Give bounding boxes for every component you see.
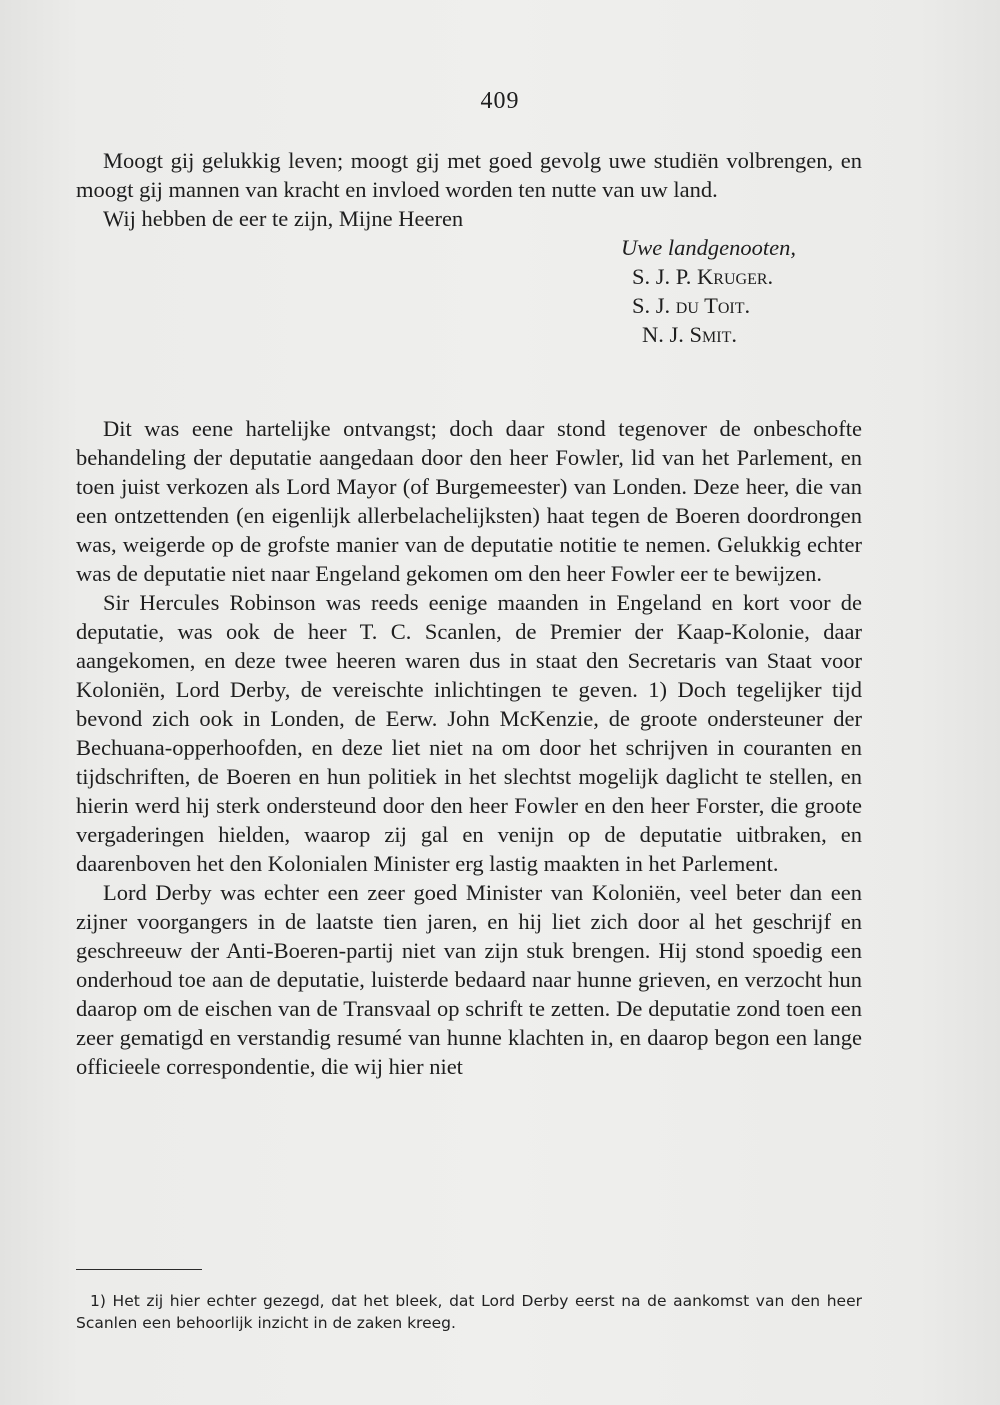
- footnote: 1) Het zij hier echter gezegd, dat het bleek, dat Lord Derby eerst na de aankomst van den heer Scanlen een behoorlijk inzicht in de zaken kreeg.: [76, 1292, 862, 1332]
- page-number: 409: [480, 88, 520, 114]
- letter-closing-section: [76, 146, 862, 349]
- letter-closing-line: Wij hebben de eer te zijn, Mijne Heeren: [103, 206, 464, 231]
- signature-block: [76, 233, 862, 349]
- footnote-rule: [76, 1269, 202, 1270]
- signature-du-toit: S. J. du Toit.: [632, 293, 751, 318]
- signature-kruger: S. J. P. Kruger.: [632, 264, 774, 289]
- body-paragraph-3: Lord Derby was echter een zeer goed Minister van Koloniën, veel beter dan een zijner voorgangers in de laatste tien jaren, en hij liet zich door al het geschrijf en geschreeuw der Anti-Boeren-partij niet van zijn stuk brengen. Hij stond spoedig een onderhoud toe aan de deputatie, luisterde bedaard naar hunne grieven, en verzocht hun daarop om de eischen van de Transvaal op schrift te zetten. De deputatie zond toen een zeer gematigd en verstandig resumé van hunne klachten in, en daarop begon een lange officieele correspondentie, die wij hier niet: [76, 880, 862, 1079]
- body-paragraph-2: Sir Hercules Robinson was reeds eenige maanden in Engeland en kort voor de deputatie, was ook de heer T. C. Scanlen, de Premier der Kaap-Kolonie, daar aangekomen, en deze twee heeren waren dus in staat den Secretaris van Staat voor Koloniën, Lord Derby, de vereischte inlichtingen te geven. 1) Doch tegelijker tijd bevond zich ook in Londen, de Eerw. John McKenzie, de groote ondersteuner der Bechuana-opperhoofden, en deze liet niet na om door het schrijven in couranten en tijdschriften, de Boeren en hun politiek in het slechtst mogelijk daglicht te stellen, en hierin werd hij sterk ondersteund door den heer Fowler en den heer Forster, die groote vergaderingen hielden, waarop zij gal en venijn op de deputatie uitbraken, en daarenboven het den Kolonialen Minister erg lastig maakten in het Parlement.: [76, 590, 862, 876]
- letter-paragraph: Moogt gij gelukkig leven; moogt gij met goed gevolg uwe studiën volbrengen, en moogt gij mannen van kracht en invloed worden ten nutte van uw land.: [76, 148, 862, 202]
- body-text: [76, 414, 862, 1081]
- body-paragraph-1: Dit was eene hartelijke ontvangst; doch daar stond tegenover de onbeschofte behandeling der deputatie aangedaan door den heer Fowler, lid van het Parlement, en toen juist verkozen als Lord Mayor (of Burgemeester) van Londen. Deze heer, die van een ontzettenden (en eigenlijk allerbelachelijksten) haat tegen de Boeren doordrongen was, weigerde op de grofste manier van de deputatie notitie te nemen. Gelukkig echter was de deputatie niet naar Engeland gekomen om den heer Fowler eer te bewijzen.: [76, 416, 862, 586]
- valediction: Uwe landgenooten,: [621, 235, 796, 260]
- signature-smit: N. J. Smit.: [642, 322, 737, 347]
